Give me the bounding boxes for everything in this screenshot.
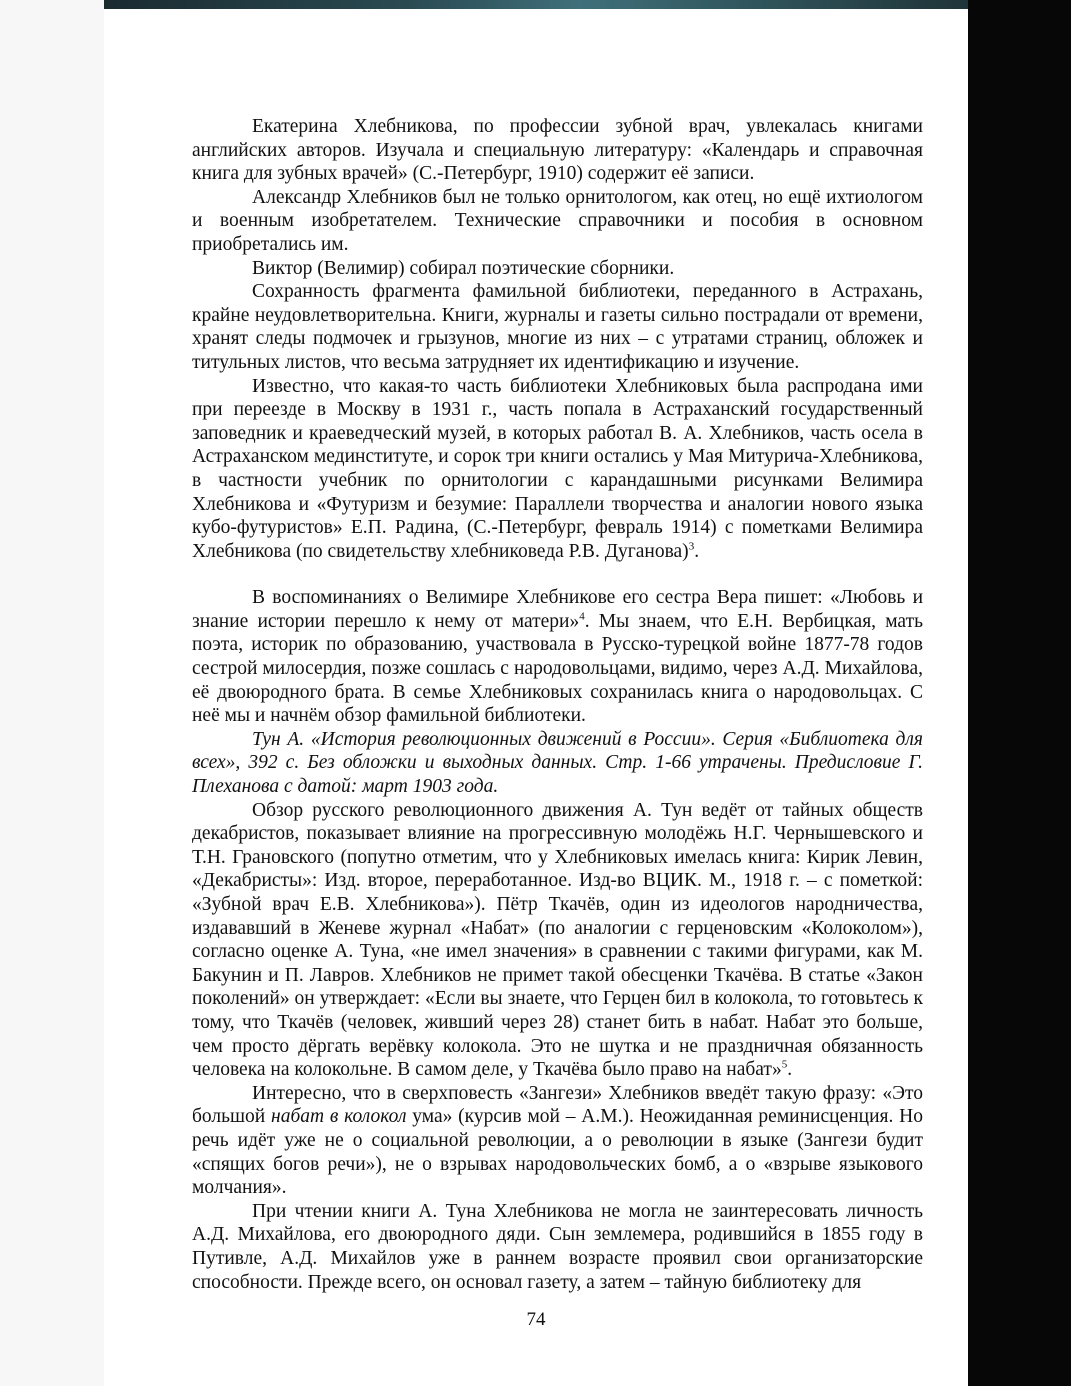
scan-background-right: [968, 0, 1071, 1386]
book-page: [104, 9, 968, 1386]
page-number: 74: [526, 1309, 546, 1330]
scan-edge-top: [104, 0, 968, 9]
bibliographic-entry-tun: Тун А. «История революционных движений в России». Серия «Библиотека для всех», 392 с. Без обложки и выходных данных. Стр. 1-66 утрачены. Предисловие Г. Плеханова с датой: март 1903 года.: [192, 728, 923, 798]
paragraph-aleksandr: Александр Хлебников был не только орнитологом, как отец, но ещё ихтиологом и военным изобретателем. Технические справочники и пособия в основном приобретались им.: [192, 186, 923, 255]
footnote-ref-5: 5: [781, 1058, 788, 1071]
paragraph-tun-review: Обзор русского революционного движения А. Тун ведёт от тайных обществ декабристов, показывает влияние на прогрессивную молодёжь Н.Г. Чернышевского и Т.Н. Грановского (попутно отметим, что у Хлебниковых имелась книга: Кирик Левин, «Декабристы»: Изд. второе, переработанное. Изд-во ВЦИК. М., 1918 г. – с пометкой: «Зубной врач Е.В. Хлебникова»). Пётр Ткачёв, один из идеологов народничества, издававший в Женеве журнал «Набат» (по аналогии с герценовским «Колоколом»), согласно оценке А. Туна, «не имел значения» в сравнении с такими фигурами, как М. Бакунин и П. Лавров. Хлебников не примет такой обесценки Ткачёва. В статье «Закон поколений» он утверждает: «Если вы знаете, что Герцен бил в колокола, то готовьтесь к тому, что Ткачёв (человек, живший через 28) станет бить в набат. Набат это больше, чем просто дёргать верёвку колокола. Это не шутка и не праздничная обязанность человека на колокольне. В самом деле, у Ткачёва было право на набат»$^5$.: [192, 799, 923, 1081]
paragraph-ekaterina: Екатерина Хлебникова, по профессии зубной врач, увлекалась книгами английских авторов. Изучала и специальную литературу: «Календарь и справочная книга для зубных врачей» (С.-Петербург, 1910) содержит её записи.: [192, 116, 923, 185]
page-body-text: [192, 115, 923, 1294]
paragraph-library-fate: Известно, что какая-то часть библиотеки Хлебниковых была распродана ими при переезде в Москву в 1931 г., часть попала в Астраханский государственный заповедник и краеведческий музей, в которых работал В. А. Хлебников, часть осела в Астраханском мединституте, и сорок три книги остались у Мая Митурича-Хлебникова, в частности учебник по орнитологии с карандашными рисунками Велимира Хлебникова и «Футуризм и безумие: Параллели творчества и аналогии нового языка кубо-футуристов» Е.П. Радина, (С.-Петербург, февраль 1914) с пометками Велимира Хлебникова (по свидетельству хлебниковеда Р.В. Дуганова)$^3$.: [192, 375, 923, 562]
footnote-ref-3: 3: [688, 540, 695, 553]
italic-emphasis: набат в колокол: [271, 1106, 407, 1128]
paragraph-mikhailov: При чтении книги А. Туна Хлебникова не могла не заинтересовать личность А.Д. Михайлова, его двоюродного дяди. Сын землемера, родившийся в 1855 году в Путивле, А.Д. Михайлов уже в раннем возрасте проявил свои организаторские способности. Прежде всего, он основал газету, а затем – тайную библиотеку для: [192, 1200, 923, 1293]
paragraph-memoirs-vera: В воспоминаниях о Велимире Хлебникове его сестра Вера пишет: «Любовь и знание истории перешло к нему от матери»$^4$. Мы знаем, что Е.Н. Вербицкая, мать поэта, историк по образованию, участвовала в Русско-турецкой войне 1877-78 годов сестрой милосердия, позже сошлась с народовольцами, видимо, через А.Д. Михайлова, её двоюродного брата. В семье Хлебниковых сохранилась книга о народовольцах. С неё мы и начнём обзор фамильной библиотеки.: [192, 587, 923, 727]
footnote-ref-4: 4: [579, 610, 585, 623]
paragraph-library-condition: Сохранность фрагмента фамильной библиотеки, переданного в Астрахань, крайне неудовлетворительна. Книги, журналы и газеты сильно пострадали от времени, хранят следы подмочек и грызунов, многие из них – с утратами страниц, обложек и титульных листов, что весьма затрудняет их идентификацию и изучение.: [192, 281, 923, 373]
paragraph-zangezi: Интересно, что в сверхповесть «Зангези» Хлебников введёт такую фразу: «Это большой набат в колокол ума» (курсив мой – А.М.). Неожиданная реминисценция. Но речь идёт уже не о социальной революции, а о революции в языке (Зангези будит «спящих богов речи»), не о взрывах народовольческих бомб, а о «взрыве языкового молчания».: [192, 1082, 923, 1199]
paragraph-viktor: Виктор (Велимир) собирал поэтические сборники.: [252, 257, 675, 279]
